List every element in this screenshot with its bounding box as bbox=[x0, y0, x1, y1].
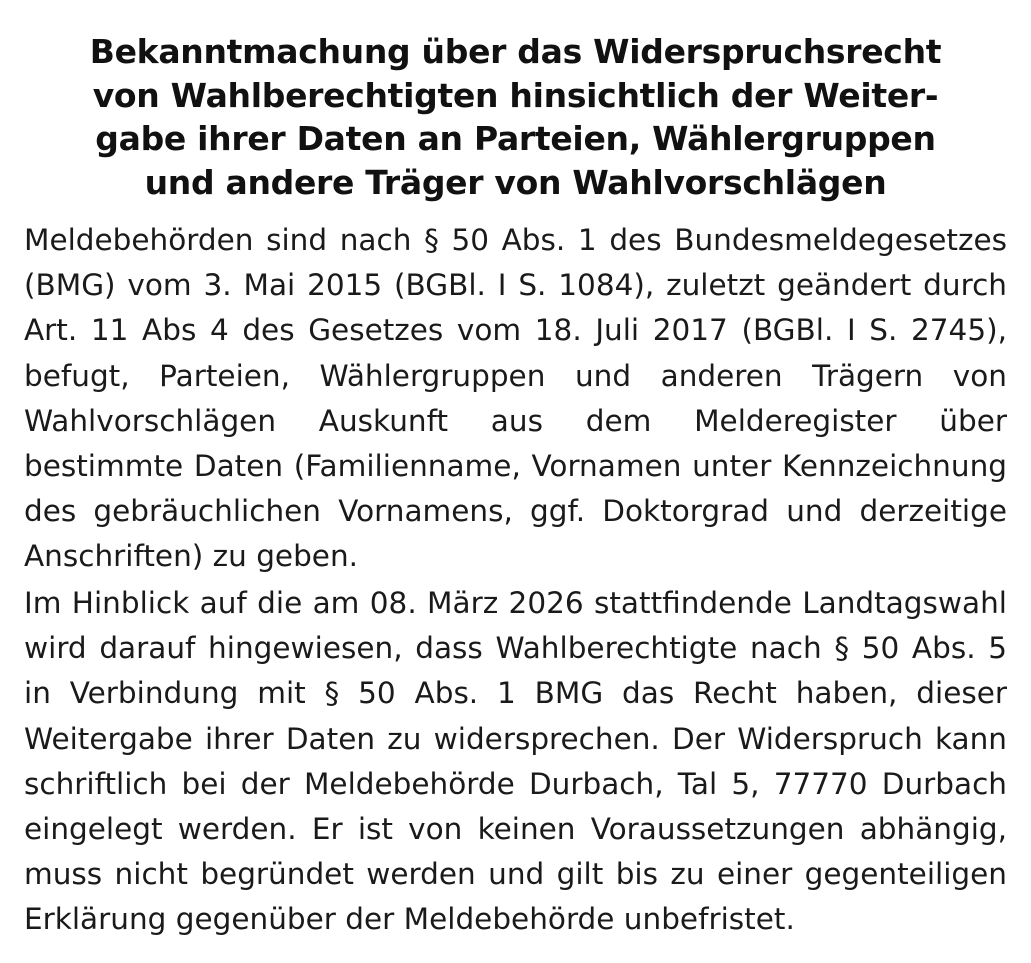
page-title-line-2: von Wahlberechtigten hinsichtlich der Weiter- bbox=[92, 75, 939, 115]
page-title-line-4: und andere Träger von Wahlvorschlägen bbox=[144, 162, 887, 202]
notice-paragraph-1: Meldebehörden sind nach § 50 Abs. 1 des Bundesmeldegesetzes (BMG) vom 3. Mai 2015 (BGBl. I S. 1084), zuletzt geändert durch Art. 11 Abs 4 des Gesetzes vom 18. Juli 2017 (BGBl. I S. 2745), befugt, Parteien, Wählergruppen und anderen Trägern von Wahlvorschlägen Auskunft aus dem Melderegister über bestimmte Daten (Familienname, Vornamen unter Kennzeichnung des gebräuchlichen Vornamens, ggf. Doktorgrad und derzeitige Anschriften) zu geben. bbox=[24, 223, 1007, 574]
page-title bbox=[24, 30, 1007, 204]
notice-paragraph-2: Im Hinblick auf die am 08. März 2026 stattfindende Landtagswahl wird darauf hingewiesen, dass Wahlberechtigte nach § 50 Abs. 5 in Verbindung mit § 50 Abs. 1 BMG das Recht haben, dieser Weitergabe ihrer Daten zu widersprechen. Der Widerspruch kann schriftlich bei der Meldebehörde Durbach, Tal 5, 77770 Durbach eingelegt werden. Er ist von keinen Voraussetzungen abhängig, muss nicht begründet werden und gilt bis zu einer gegenteiligen Erklärung gegenüber der Meldebehörde unbefristet. bbox=[24, 586, 1007, 937]
page-title-line-1: Bekanntmachung über das Widerspruchsrecht bbox=[89, 32, 942, 71]
notice-body bbox=[24, 218, 1007, 942]
page-title-line-3: gabe ihrer Daten an Parteien, Wählergruppen bbox=[95, 119, 936, 159]
